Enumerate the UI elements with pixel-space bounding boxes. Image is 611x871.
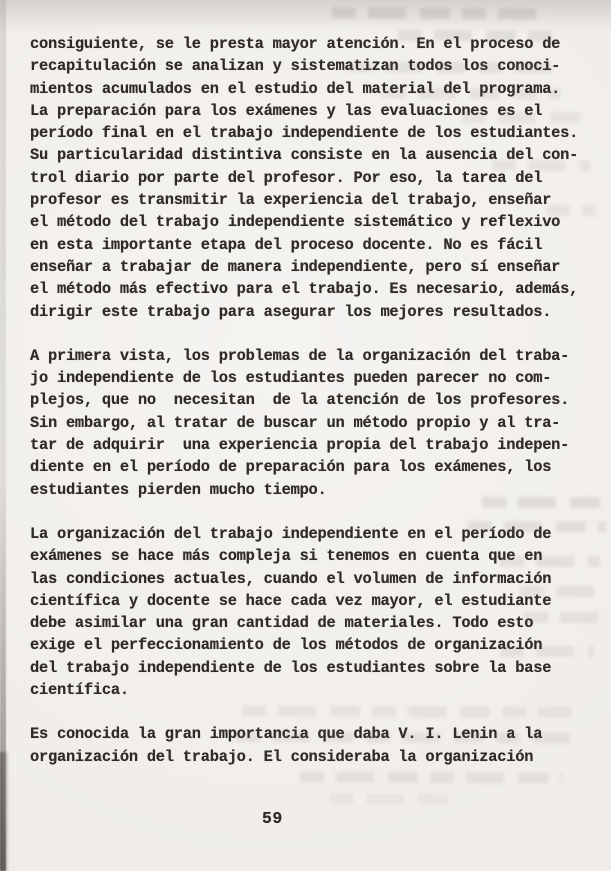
bleedthrough-smudge: [462, 112, 580, 124]
page-number: 59: [262, 809, 283, 828]
bleedthrough-smudge: [492, 160, 590, 171]
paragraph: [30, 723, 592, 768]
text-line: profesor es transmitir la experiencia del trabajo, enseñar: [30, 191, 552, 210]
text-line: exámenes se hace más compleja si tenemos en cuenta que en: [30, 547, 543, 566]
text-line: enseñar a trabajar de manera independiente, pero sí enseñar: [30, 257, 561, 276]
bleedthrough-smudge: [546, 205, 596, 216]
text-line: recapitulación se analizan y sistematizan todos los conoci-: [30, 57, 561, 76]
bleedthrough-smudge: [398, 30, 558, 42]
bleedthrough-smudge: [330, 794, 450, 806]
text-line: el método del trabajo independiente sistemático y reflexivo: [30, 213, 561, 232]
text-line: plejos, que no necesitan de la atención de los profesores.: [30, 391, 570, 410]
text-line: Es conocida la gran importancia que daba V. I. Lenin a la: [30, 725, 543, 744]
text-line: las condiciones actuales, cuando el volumen de información: [30, 569, 552, 588]
bleedthrough-smudge: [242, 705, 572, 717]
scan-left-edge-shadow: [0, 0, 6, 871]
text-block: [30, 33, 592, 768]
text-line: dirigir este trabajo para asegurar los mejores resultados.: [30, 302, 552, 321]
paragraph: [30, 33, 592, 323]
bleedthrough-smudge: [468, 521, 606, 533]
text-line: en esta importante etapa del proceso docente. No es fácil: [30, 235, 543, 254]
text-line: Sin embargo, al tratar de buscar un método propio y al tra-: [30, 413, 561, 432]
text-line: del trabajo independiente de los estudiantes sobre la base: [30, 658, 552, 677]
scan-corner-shadow: [0, 752, 9, 871]
text-line: diente en el período de preparación para los exámenes, los: [30, 458, 552, 477]
text-line: tar de adquirir una experiencia propia del trabajo indepen-: [30, 436, 570, 455]
text-line: organización del trabajo. El consideraba la organización: [30, 747, 534, 766]
bleedthrough-smudge: [500, 646, 594, 657]
bleedthrough-smudge: [482, 497, 606, 509]
text-line: científica.: [30, 681, 129, 700]
text-line: estudiantes pierden mucho tiempo.: [30, 480, 327, 499]
bleedthrough-smudge: [382, 88, 560, 100]
text-line: mientos acumulados en el estudio del material del programa.: [30, 79, 561, 98]
paragraph: [30, 345, 592, 501]
text-line: exige el perfeccionamiento de los métodos de organización: [30, 636, 543, 655]
text-line: período final en el trabajo independiente de los estudiantes.: [30, 124, 579, 143]
text-line: científica y docente se hace cada vez mayor, el estudiante: [30, 591, 552, 610]
text-line: consiguiente, se le presta mayor atención. En el proceso de: [30, 35, 561, 53]
text-line: Su particularidad distintiva consiste en la ausencia del con-: [30, 146, 579, 165]
text-line: trol diario por parte del profesor. Por eso, la tarea del: [30, 168, 543, 187]
bleedthrough-smudge: [524, 612, 604, 623]
text-line: debe asimilar una gran cantidad de materiales. Todo esto: [30, 614, 534, 633]
bleedthrough-smudge: [332, 8, 540, 20]
bleedthrough-smudge: [300, 771, 562, 783]
paragraph: [30, 523, 592, 701]
bleedthrough-smudge: [520, 586, 604, 597]
bleedthrough-smudge: [348, 62, 560, 74]
text-line: el método más efectivo para el trabajo. Es necesario, además,: [30, 280, 579, 299]
bleedthrough-smudge: [500, 556, 600, 567]
text-line: La organización del trabajo independiente en el período de: [30, 524, 552, 543]
bleedthrough-smudge: [236, 731, 584, 744]
text-line: A primera vista, los problemas de la organización del traba-: [30, 346, 570, 365]
text-line: jo independiente de los estudiantes pueden parecer no com-: [30, 369, 552, 388]
text-line: La preparación para los exámenes y las evaluaciones es el: [30, 101, 543, 120]
